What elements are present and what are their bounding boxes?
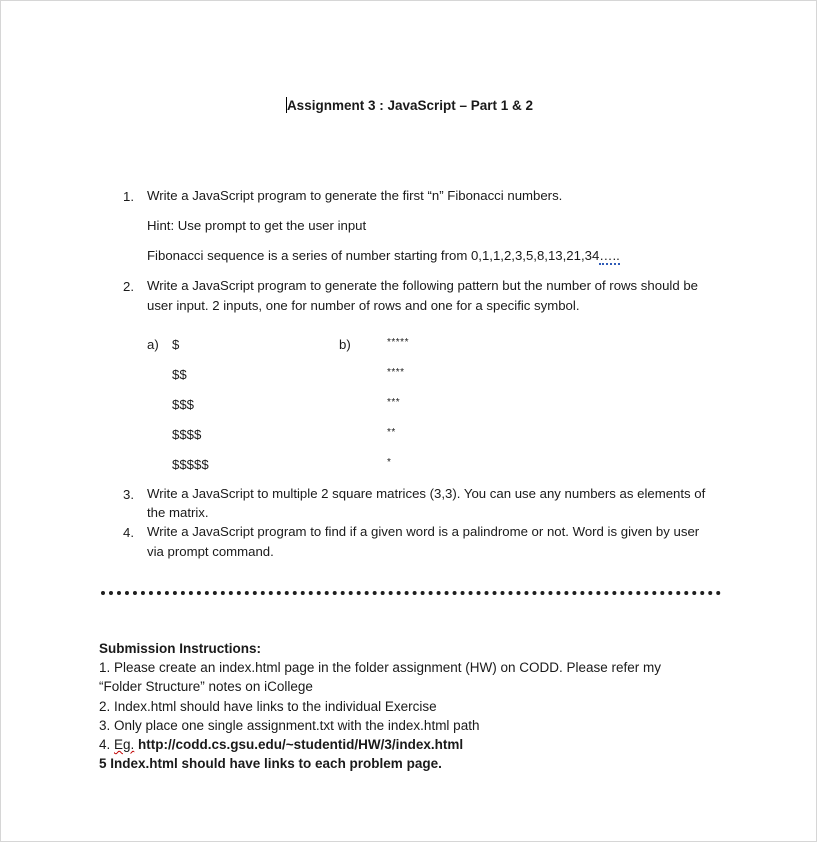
- pattern-a-row-2: $$: [172, 367, 187, 382]
- pattern-b-row-2: ****: [387, 367, 405, 378]
- item-4-number: 4.: [123, 525, 134, 540]
- document-title: Assignment 3 : JavaScript – Part 1 & 2: [286, 98, 534, 113]
- submission-line-4: 4. Eg. http://codd.cs.gsu.edu/~studentid/HW/3/index.html: [99, 737, 464, 752]
- pattern-b-label: b): [339, 337, 351, 352]
- item-2-text-line2: user input. 2 inputs, one for number of rows and one for a specific symbol.: [147, 298, 580, 313]
- pattern-a-row-4: $$$$: [172, 427, 202, 442]
- item-4-text-line1: Write a JavaScript program to find if a given word is a palindrome or not. Word is given by user: [147, 524, 700, 539]
- submission-url: http://codd.cs.gsu.edu/~studentid/HW/3/index.html: [134, 737, 464, 752]
- item-3-text-line2: the matrix.: [147, 505, 209, 520]
- pattern-a-label: a): [147, 337, 159, 352]
- submission-line-2: 2. Index.html should have links to the individual Exercise: [99, 699, 437, 714]
- item-4-text-line2: via prompt command.: [147, 544, 274, 559]
- item-3-number: 3.: [123, 487, 134, 502]
- pattern-a-row-3: $$$: [172, 397, 195, 412]
- submission-line-1a: 1. Please create an index.html page in the folder assignment (HW) on CODD. Please refer my: [99, 660, 662, 675]
- grammar-flag: …..: [599, 248, 620, 263]
- item-2-text-line1: Write a JavaScript program to generate the following pattern but the number of rows should be: [147, 278, 699, 293]
- item-2-number: 2.: [123, 279, 134, 294]
- pattern-b-row-4: **: [387, 427, 396, 438]
- item-1-text: Write a JavaScript program to generate the first “n” Fibonacci numbers.: [147, 188, 563, 203]
- pattern-a-row-1: $: [172, 337, 180, 352]
- spelling-flag: Eg.: [114, 737, 135, 752]
- pattern-a-row-5: $$$$$: [172, 457, 209, 472]
- item-1-number: 1.: [123, 189, 134, 204]
- submission-line-3: 3. Only place one single assignment.txt with the index.html path: [99, 718, 480, 733]
- dotted-divider: [101, 591, 721, 595]
- item-1-sequence: Fibonacci sequence is a series of number starting from 0,1,1,2,3,5,8,13,21,34…..: [147, 248, 620, 263]
- pattern-b-row-1: *****: [387, 337, 409, 348]
- pattern-b-row-3: ***: [387, 397, 401, 408]
- submission-line-1b: “Folder Structure” notes on iCollege: [99, 679, 313, 694]
- submission-heading: Submission Instructions:: [99, 641, 262, 656]
- item-3-text-line1: Write a JavaScript to multiple 2 square matrices (3,3). You can use any numbers as elements of: [147, 486, 706, 501]
- submission-line-5: 5 Index.html should have links to each problem page.: [99, 756, 442, 771]
- item-1-hint: Hint: Use prompt to get the user input: [147, 218, 367, 233]
- pattern-b-row-5: *: [387, 457, 392, 468]
